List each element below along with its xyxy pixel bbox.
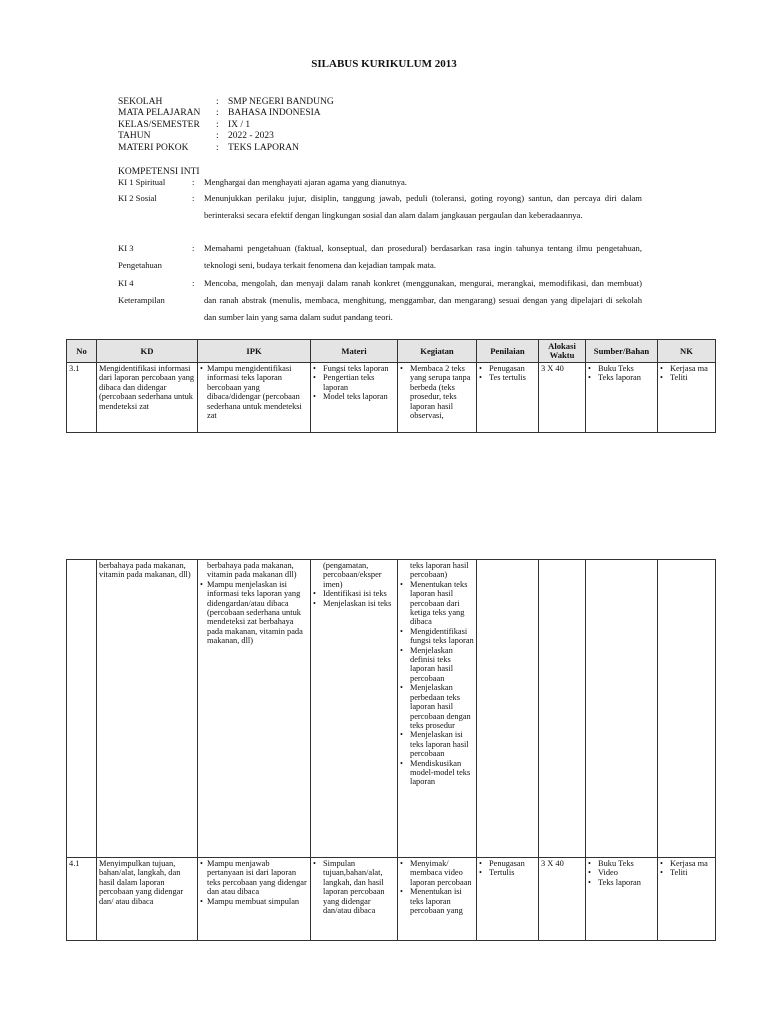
cell-alokasi (539, 560, 586, 858)
list-item: • Mampu membuat simpulan (200, 897, 308, 906)
ki-text: Memahami pengetahuan (faktual, konseptual, dan prosedural) berdasarkan rasa ingin tahunya tentang ilmu pengetahuan, teknologi seni, budaya terkait fenomena dan kejadian tampak mata. (204, 243, 642, 270)
list-item: • Video (588, 868, 655, 877)
document-title: SILABUS KURIKULUM 2013 (311, 58, 457, 70)
list-item: • Penugasan (479, 364, 536, 373)
header-materi: Materi (311, 340, 398, 363)
meta-colon: : (216, 108, 219, 118)
meta-value: SMP NEGERI BANDUNG (228, 97, 334, 107)
meta-value: BAHASA INDONESIA (228, 108, 321, 118)
ki-colon: : (192, 177, 195, 187)
cell-kegiatan (398, 560, 477, 858)
list-item: • Penugasan (479, 859, 536, 868)
meta-value: IX / 1 (228, 120, 251, 130)
list-item: • Menjelaskan isi teks laporan hasil percobaan (400, 730, 474, 758)
cell-sumber (586, 560, 658, 858)
list-item: • Mendiskusikan model-model teks laporan (400, 759, 474, 787)
cell-nk (658, 560, 716, 858)
cell-sumber (586, 363, 658, 433)
list-item: • Buku Teks (588, 859, 655, 868)
meta-colon: : (216, 97, 219, 107)
ki-label: KI 4 Keterampilan (118, 278, 165, 305)
cell-ipk (198, 858, 311, 941)
ki-label: KI 3 Pengetahuan (118, 243, 162, 270)
meta-value: 2022 - 2023 (228, 131, 274, 141)
cell-ipk (198, 560, 311, 858)
ki-colon: : (192, 193, 195, 203)
cell-alokasi: 3 X 40 (539, 858, 586, 941)
ki-row-2 (118, 190, 648, 241)
header-sumber: Sumber/Bahan (586, 340, 658, 363)
list-item: • Model teks laporan (313, 392, 395, 401)
list-item: • Fungsi teks laporan (313, 364, 395, 373)
header-penilaian: Penilaian (477, 340, 539, 363)
table-row (67, 560, 716, 858)
list-item: • Pengertian teks laporan (313, 373, 395, 392)
list-item: • Menjelaskan definisi teks laporan hasil percobaan (400, 646, 474, 684)
list-item: • Menentukan teks laporan hasil percobaan dari ketiga teks yang dibaca (400, 580, 474, 627)
cell-kegiatan (398, 363, 477, 433)
cell-nk (658, 858, 716, 941)
ki-colon: : (192, 243, 195, 253)
cell-penilaian (477, 560, 539, 858)
table-row (67, 858, 716, 941)
cell-materi (311, 858, 398, 941)
list-item: • Menyimak/ membaca video laporan percobaan (400, 859, 474, 887)
list-item: • Teks laporan (588, 373, 655, 382)
list-item: • Mengidentifikasi fungsi teks laporan (400, 627, 474, 646)
syllabus-table-bottom (66, 559, 716, 941)
cell-penilaian (477, 858, 539, 941)
syllabus-table-top (66, 339, 716, 433)
list-item: • Identifikasi isi teks (313, 589, 395, 598)
table-row (67, 363, 716, 433)
ki-heading: KOMPETENSI INTI (118, 167, 200, 177)
list-item: • Kerjasa ma (660, 859, 713, 868)
list-item: • Menentukan isi teks laporan percobaan yang (400, 887, 474, 915)
header-kegiatan: Kegiatan (398, 340, 477, 363)
header-ipk: IPK (198, 340, 311, 363)
meta-colon: : (216, 131, 219, 141)
meta-label: MATERI POKOK (118, 143, 189, 153)
meta-label: KELAS/SEMESTER (118, 120, 200, 130)
list-item: • Membaca 2 teks yang serupa tanpa berbeda (teks prosedur, teks laporan hasil observasi, (400, 364, 474, 420)
list-item: • Menjelaskan isi teks (313, 599, 395, 608)
meta-label: SEKOLAH (118, 97, 163, 107)
materi-continuation: (pengamatan, percobaan/eksper imen) (323, 561, 382, 589)
ki-row-1 (118, 174, 648, 191)
cell-no: 4.1 (67, 858, 97, 941)
list-item: • Mampu menjelaskan isi informasi teks laporan yang didengardan/atau dibaca (percobaan sederhana untuk mendeteksi zat berbahaya pada makanan, vitamin pada makanan, dll) (200, 580, 308, 646)
ki-label: KI 2 Sosial (118, 193, 157, 203)
ki-text: Mencoba, mengolah, dan menyaji dalam ranah konkret (menggunakan, mengurai, merangkai, memodifikasi, dan membuat) dan ranah abstrak (menulis, membaca, menghitung, menggambar, dan mengarang) sesuai dengan yang dipelajari di sekolah dan sumber lain yang sama dalam sudut pandang teori. (204, 278, 642, 322)
ki-text: Menghargai dan menghayati ajaran agama yang dianutnya. (204, 177, 407, 187)
header-alokasi: Alokasi Waktu (539, 340, 586, 363)
kd-text: Mengidentifikasi informasi dari laporan percobaan yang dibaca dan didengar (percobaan sederhana untuk mendeteksi zat (99, 364, 195, 411)
cell-no: 3.1 (67, 363, 97, 433)
list-item: • Kerjasa ma (660, 364, 713, 373)
meta-colon: : (216, 143, 219, 153)
list-item: • Mampu mengidentifikasi informasi teks laporan bercobaan yang dibaca/didengar (percobaan sederhana untuk mendeteksi zat (200, 364, 308, 420)
ki-text: Menunjukkan perilaku jujur, disiplin, tanggung jawab, peduli (toleransi, goting royong) santun, dan percaya diri dalam berinteraksi secara efektif dengan lingkungan sosial dan alam dalam jangkauan pergaulan dan keberadaannya. (204, 193, 642, 220)
meta-value: TEKS LAPORAN (228, 143, 299, 153)
cell-no (67, 560, 97, 858)
cell-nk (658, 363, 716, 433)
cell-materi (311, 363, 398, 433)
list-item: • Tes tertulis (479, 373, 536, 382)
cell-kegiatan (398, 858, 477, 941)
ki-colon: : (192, 278, 195, 288)
ki-label: KI 1 Spiritual (118, 177, 166, 187)
list-item: • Teliti (660, 868, 713, 877)
list-item: • Buku Teks (588, 364, 655, 373)
list-item: • Teliti (660, 373, 713, 382)
cell-sumber (586, 858, 658, 941)
cell-alokasi: 3 X 40 (539, 363, 586, 433)
header-no: No (67, 340, 97, 363)
list-item: • Menjelaskan perbedaan teks laporan hasil percobaan dengan teks prosedur (400, 683, 474, 730)
ki-row-3 (118, 240, 648, 274)
cell-kd (97, 560, 198, 858)
cell-materi (311, 560, 398, 858)
meta-colon: : (216, 120, 219, 130)
ipk-continuation: berbahaya pada makanan, vitamin pada makanan dll) (207, 561, 297, 580)
kegiatan-continuation: teks laporan hasil percobaan) (410, 561, 469, 580)
list-item: • Teks laporan (588, 878, 655, 887)
cell-kd (97, 858, 198, 941)
kd-text: Menyimpulkan tujuan, bahan/alat, langkah, dan hasil dalam laporan percobaan yang didengar dan/ atau dibaca (99, 859, 184, 906)
kd-text: berbahaya pada makanan, vitamin pada makanan, dll) (99, 561, 191, 580)
meta-label: TAHUN (118, 131, 151, 141)
header-nk: NK (658, 340, 716, 363)
list-item: • Simpulan tujuan,bahan/alat, langkah, dan hasil laporan percobaan yang didengar dan/atau dibaca (313, 859, 395, 915)
list-item: • Mampu menjawab pertanyaan isi dari laporan teks percobaan yang didengar dan atau dibaca (200, 859, 308, 897)
cell-kd (97, 363, 198, 433)
table-header-row (67, 340, 716, 363)
list-item: • Tertulis (479, 868, 536, 877)
ki-row-4 (118, 275, 648, 326)
cell-ipk (198, 363, 311, 433)
meta-label: MATA PELAJARAN (118, 108, 201, 118)
header-kd: KD (97, 340, 198, 363)
cell-penilaian (477, 363, 539, 433)
